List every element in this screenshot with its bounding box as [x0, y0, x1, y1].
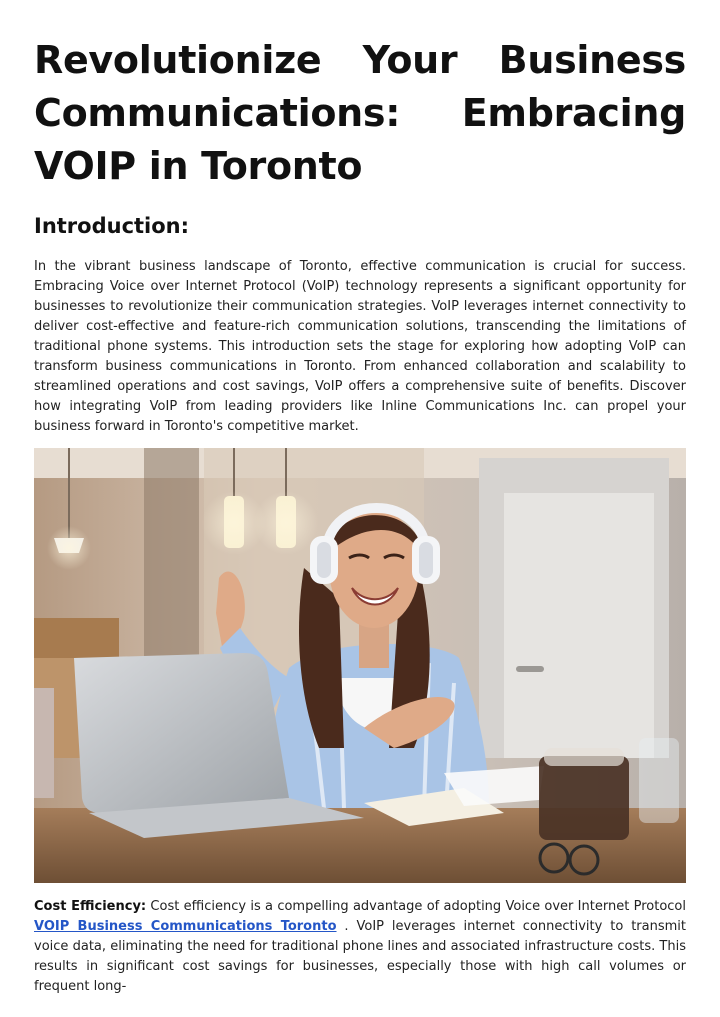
voip-business-link[interactable]: VOIP Business Communications Toronto [34, 919, 337, 934]
cost-efficiency-label: Cost Efficiency: [34, 899, 147, 914]
article-title: Revolutionize Your Business Communications: Embracing VOIP in Toronto [34, 38, 686, 188]
cost-efficiency-text-before-link: Cost efficiency is a compelling advantage of adopting Voice over Internet Protocol [146, 899, 686, 914]
introduction-paragraph: In the vibrant business landscape of Toronto, effective communication is crucial for success. Embracing Voice over Internet Protocol (VoIP) technology represents a significant opportunity for businesses to revolutionize their communication strategies. VoIP leverages internet connectivity to deliver cost-effective and feature-rich communication solutions, transcending the limitations of traditional phone systems. This introduction sets the stage for exploring how adopting VoIP can transform business communications in Toronto. From enhanced collaboration and scalability to streamlined operations and cost savings, VoIP offers a comprehensive suite of benefits. Discover how integrating VoIP from leading providers like Inline Communications Inc. can propel your business forward in Toronto's competitive market. [34, 259, 686, 434]
cost-efficiency-paragraph [34, 897, 686, 994]
introduction-heading: Introduction: [34, 214, 190, 238]
photo-illustration [34, 448, 686, 883]
article-page [34, 34, 686, 437]
cost-efficiency-text-after-link: . VoIP leverages internet connectivity to transmit voice data, eliminating the need for traditional phone lines and associated infrastructure costs. This results in significant cost savings for businesses, especially those with high call volumes or frequent long- [34, 919, 686, 994]
woman-with-headphones-photo [34, 448, 686, 883]
